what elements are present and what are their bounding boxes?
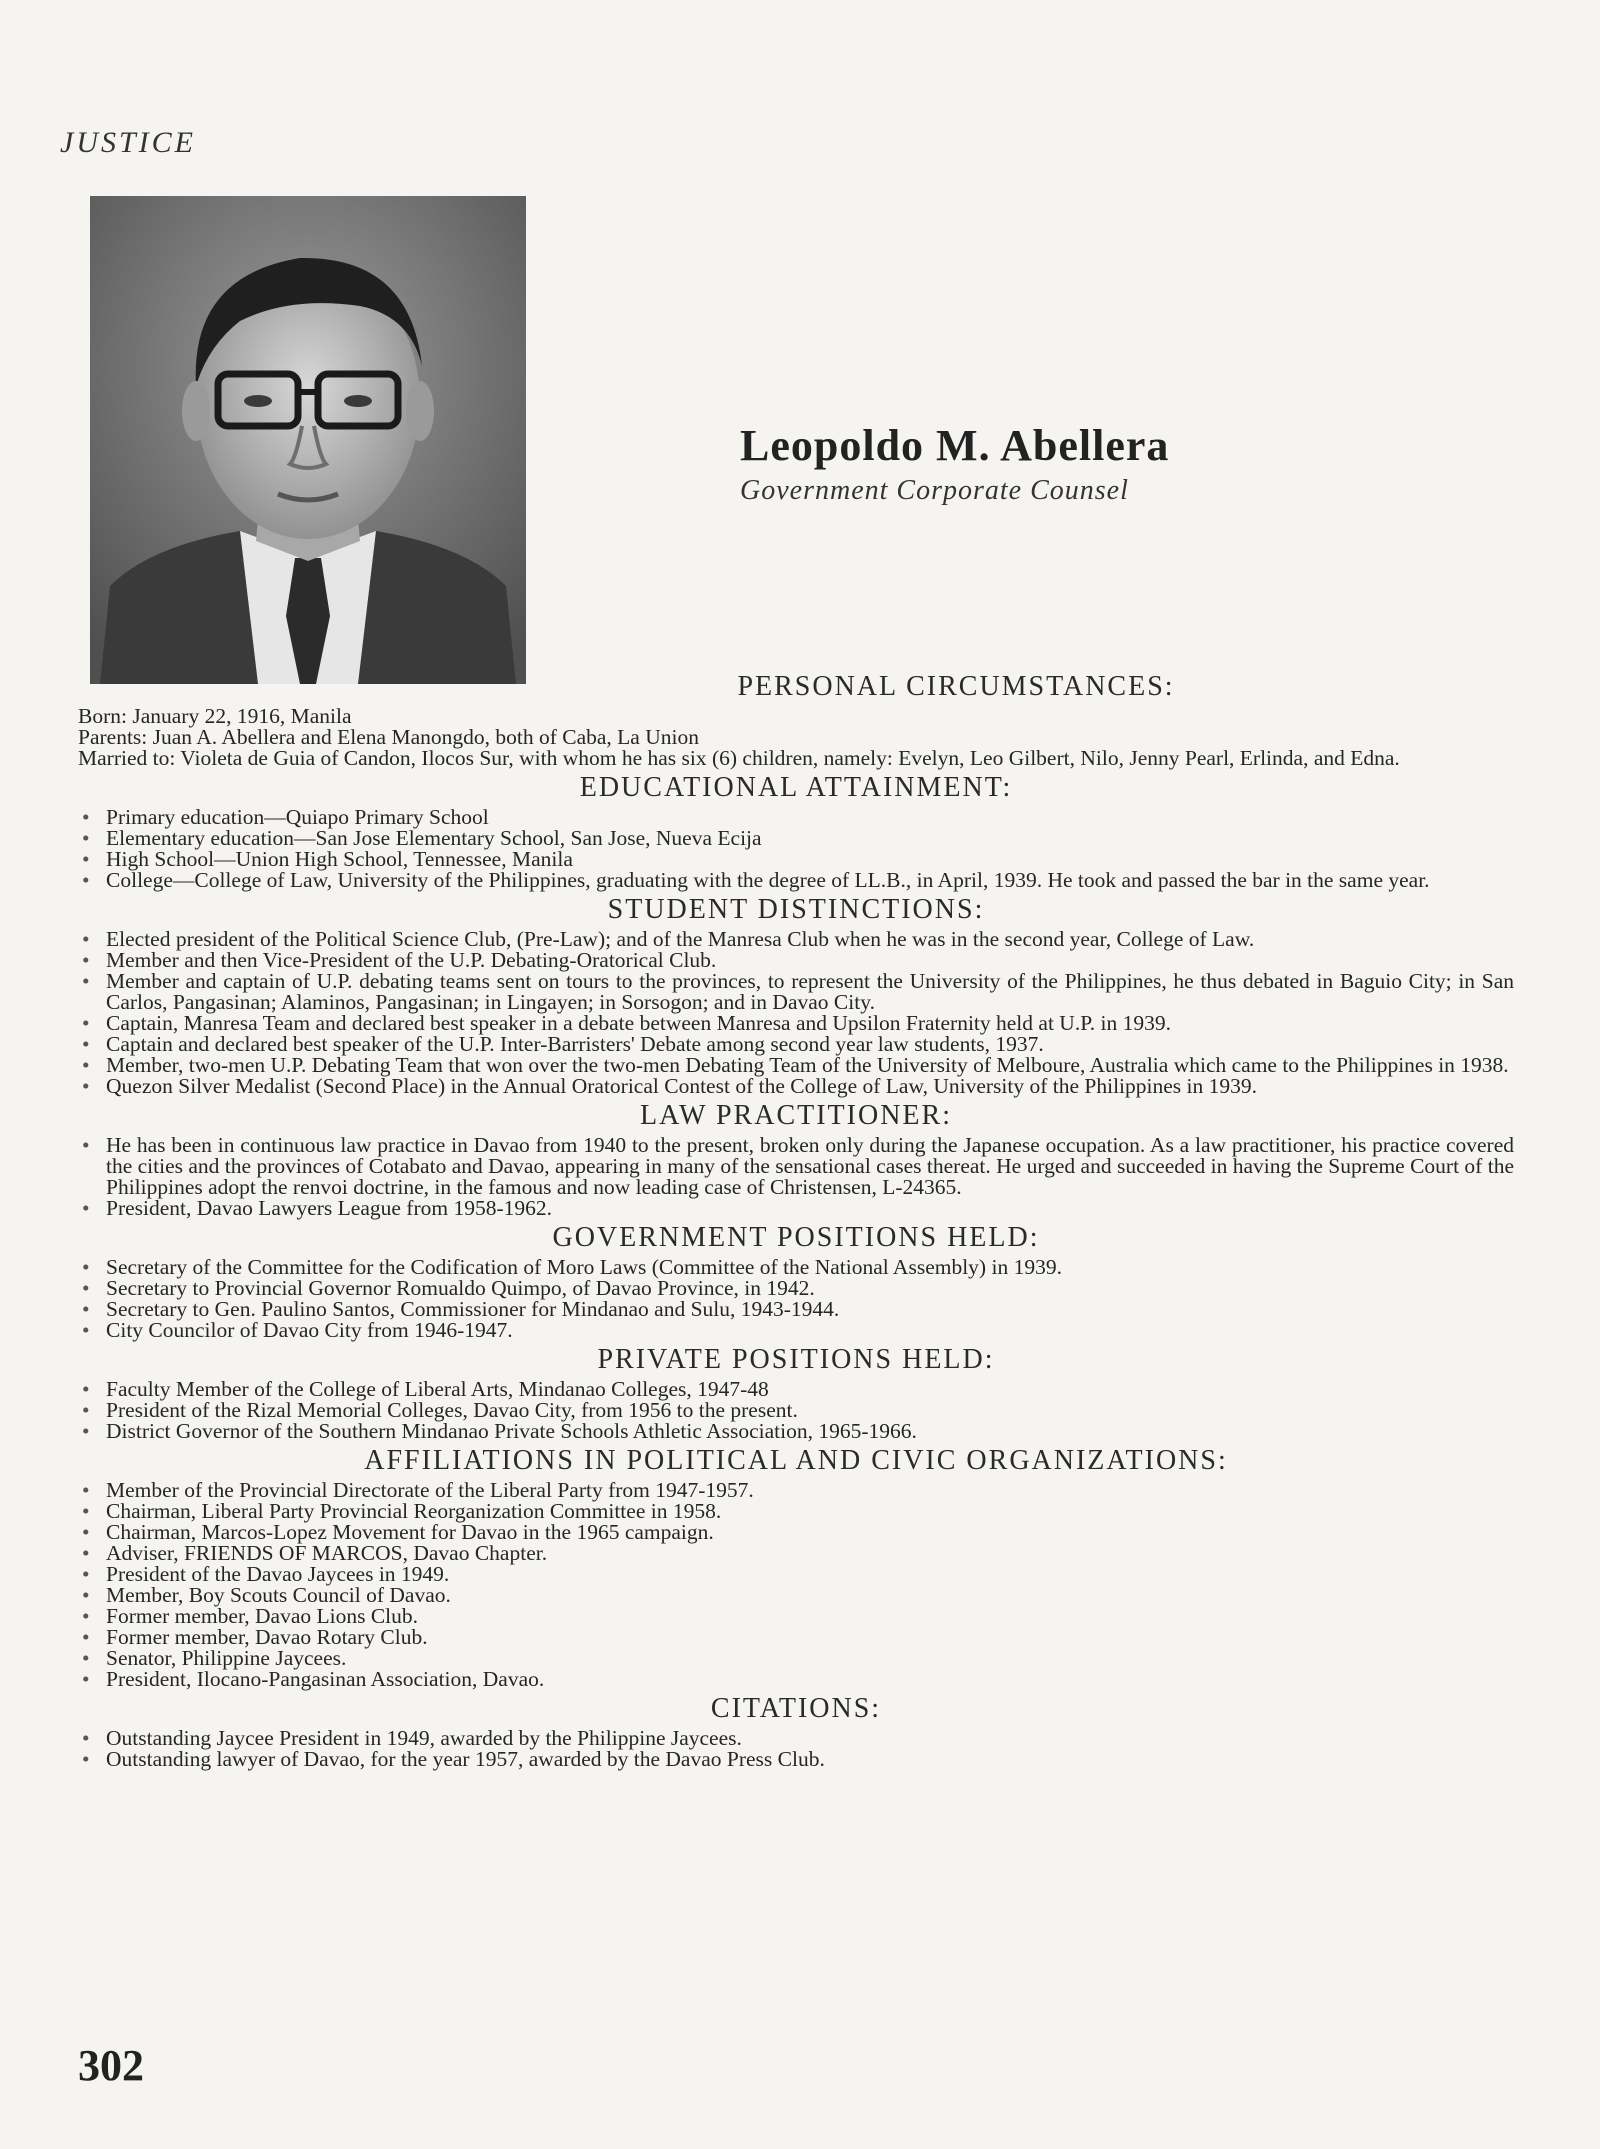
person-position: Government Corporate Counsel [740,475,1129,506]
list-item: Born: January 22, 1916, Manila [78,704,352,728]
list-item: • Outstanding Jaycee President in 1949, awarded by the Philippine Jaycees. [78,1728,1514,1749]
heading-citations: CITATIONS: [710,1693,882,1724]
list-item: • Member, Boy Scouts Council of Davao. [78,1585,1514,1606]
heading-personal-circumstances: PERSONAL CIRCUMSTANCES: [737,671,1175,702]
affiliations-list [78,1480,1514,1690]
list-item: • High School—Union High School, Tennessee, Manila [78,849,1514,870]
list-item: • Adviser, FRIENDS OF MARCOS, Davao Chapter. [78,1543,1514,1564]
list-item: • Elementary education—San Jose Elementary School, San Jose, Nueva Ecija [78,828,1514,849]
list-item: • Primary education—Quiapo Primary School [78,807,1514,828]
list-item: • Former member, Davao Rotary Club. [78,1627,1514,1648]
list-item: • President, Davao Lawyers League from 1958-1962. [78,1198,1514,1219]
government-positions-list [78,1257,1514,1341]
list-item: • Chairman, Liberal Party Provincial Reorganization Committee in 1958. [78,1501,1514,1522]
list-item: • Senator, Philippine Jaycees. [78,1648,1514,1669]
list-item: • City Councilor of Davao City from 1946-1947. [78,1320,1514,1341]
student-distinctions-list [78,929,1514,1097]
list-item: • President of the Davao Jaycees in 1949. [78,1564,1514,1585]
heading-law-practitioner: LAW PRACTITIONER: [639,1100,952,1131]
heading-government-positions: GOVERNMENT POSITIONS HELD: [552,1222,1040,1253]
page-number: 302 [78,2041,144,2090]
person-name: Leopoldo M. Abellera [740,421,1170,470]
list-item: • Outstanding lawyer of Davao, for the year 1957, awarded by the Davao Press Club. [78,1749,1514,1770]
list-item: • He has been in continuous law practice in Davao from 1940 to the present, broken only during the Japanese occupation. As a law practitioner, his practice covered the cities and the provinces of Cotabato and Davao, appearing in many of the sensational cases thereat. He urged and succeeded in having the Supreme Court of the Philippines adopt the renvoi doctrine, in the famous and now leading case of Christensen, L-24365. [78,1135,1514,1198]
private-positions-list [78,1379,1514,1442]
list-item: • Former member, Davao Lions Club. [78,1606,1514,1627]
heading-private-positions: PRIVATE POSITIONS HELD: [597,1344,995,1375]
list-item: • Member of the Provincial Directorate of the Liberal Party from 1947-1957. [78,1480,1514,1501]
list-item: • Captain, Manresa Team and declared best speaker in a debate between Manresa and Upsilon Fraternity held at U.P. in 1939. [78,1013,1514,1034]
portrait-image [90,196,526,684]
list-item: • President of the Rizal Memorial Colleges, Davao City, from 1956 to the present. [78,1400,1514,1421]
heading-affiliations: AFFILIATIONS IN POLITICAL AND CIVIC ORGANIZATIONS: [364,1445,1228,1476]
citations-list [78,1728,1514,1770]
list-item: • Quezon Silver Medalist (Second Place) in the Annual Oratorical Contest of the College of Law, University of the Philippines in 1939. [78,1076,1514,1097]
list-item: • District Governor of the Southern Mindanao Private Schools Athletic Association, 1965-1966. [78,1421,1514,1442]
heading-educational-attainment: EDUCATIONAL ATTAINMENT: [579,772,1013,803]
list-item: Parents: Juan A. Abellera and Elena Manongdo, both of Caba, La Union [78,725,699,749]
educational-attainment-list [78,807,1514,891]
list-item: • Chairman, Marcos-Lopez Movement for Davao in the 1965 campaign. [78,1522,1514,1543]
list-item: • Secretary to Gen. Paulino Santos, Commissioner for Mindanao and Sulu, 1943-1944. [78,1299,1514,1320]
person-header [740,420,1340,507]
list-item: Married to: Violeta de Guia of Candon, Ilocos Sur, with whom he has six (6) children, namely: Evelyn, Leo Gilbert, Nilo, Jenny Pearl, Erlinda, and Edna. [78,746,1400,770]
personal-circumstances-list [78,706,1514,769]
list-item: • Member and captain of U.P. debating teams sent on tours to the provinces, to represent the University of the Philippines, he thus debated in Baguio City; in San Carlos, Pangasinan; Alaminos, Pangasinan; in Lingayen; in Sorsogon; and in Davao City. [78,971,1514,1013]
list-item: • Secretary to Provincial Governor Romualdo Quimpo, of Davao Province, in 1942. [78,1278,1514,1299]
list-item: • Elected president of the Political Science Club, (Pre-Law); and of the Manresa Club when he was in the second year, College of Law. [78,929,1514,950]
list-item: • Faculty Member of the College of Liberal Arts, Mindanao Colleges, 1947-48 [78,1379,1514,1400]
heading-student-distinctions: STUDENT DISTINCTIONS: [607,894,985,925]
list-item: • College—College of Law, University of the Philippines, graduating with the degree of LL.B., in April, 1939. He took and passed the bar in the same year. [78,870,1514,891]
list-item: • Member, two-men U.P. Debating Team that won over the two-men Debating Team of the University of Melboure, Australia which came to the Philippines in 1938. [78,1055,1514,1076]
list-item: • Secretary of the Committee for the Codification of Moro Laws (Committee of the National Assembly) in 1939. [78,1257,1514,1278]
section-tag: JUSTICE [60,126,196,159]
list-item: • President, Ilocano-Pangasinan Association, Davao. [78,1669,1514,1690]
portrait-photo [90,196,526,684]
list-item: • Member and then Vice-President of the U.P. Debating-Oratorical Club. [78,950,1514,971]
biography-content [78,668,1514,1770]
list-item: • Captain and declared best speaker of the U.P. Inter-Barristers' Debate among second year law students, 1937. [78,1034,1514,1055]
law-practitioner-list [78,1135,1514,1219]
